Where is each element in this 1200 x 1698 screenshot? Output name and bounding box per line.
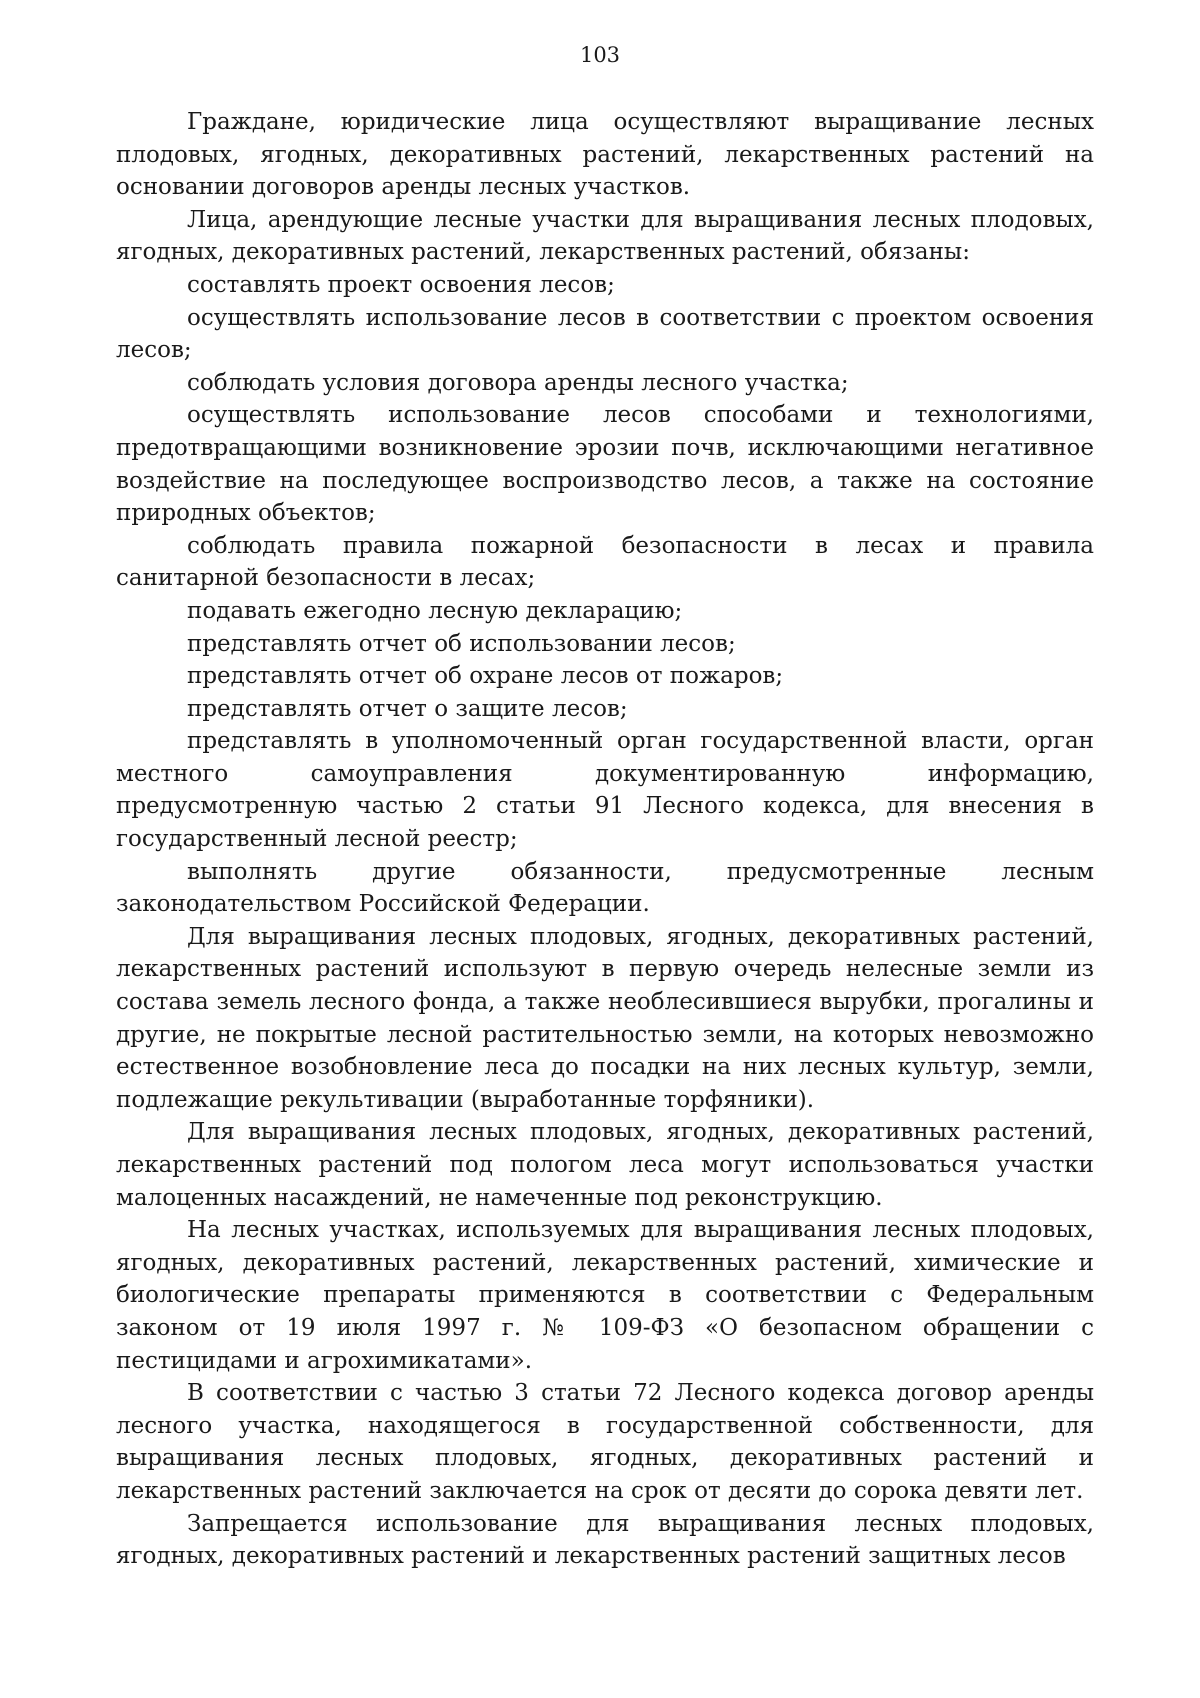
- list-item: соблюдать правила пожарной безопасности в лесах и правила санитарной безопасности в лесах;: [116, 532, 1094, 592]
- list-item: осуществлять использование лесов способами и технологиями, предотвращающими возникновение эрозии почв, исключающими негативное воздействие на последующее воспроизводство лесов, а также на состояние природных объектов;: [116, 402, 1094, 527]
- paragraph: На лесных участках, используемых для выращивания лесных плодовых, ягодных, декоративных растений, лекарственных растений, химические и биологические препараты применяются в соответствии с Федеральным законом от 19 июля 1997 г. № 109-ФЗ «О безопасном обращении с пестицидами и агрохимикатами».: [116, 1217, 1094, 1374]
- list-item: составлять проект освоения лесов;: [187, 271, 615, 298]
- list-item: подавать ежегодно лесную декларацию;: [187, 597, 683, 624]
- list-item: представлять в уполномоченный орган государственной власти, орган местного самоуправления документированную информацию, предусмотренную частью 2 статьи 91 Лесного кодекса, для внесения в государственный лесной реестр;: [116, 728, 1094, 853]
- page-number: 103: [579, 43, 621, 67]
- list-item: представлять отчет об использовании лесов;: [187, 630, 736, 657]
- list-item: соблюдать условия договора аренды лесного участка;: [187, 369, 849, 396]
- list-item: представлять отчет о защите лесов;: [187, 695, 628, 722]
- list-item: выполнять другие обязанности, предусмотренные лесным законодательством Российской Федерации.: [116, 858, 1094, 918]
- paragraph: Для выращивания лесных плодовых, ягодных, декоративных растений, лекарственных растений под пологом леса могут использоваться участки малоценных насаждений, не намеченные под реконструкцию.: [116, 1119, 1094, 1211]
- paragraph: Граждане, юридические лица осуществляют выращивание лесных плодовых, ягодных, декоративных растений, лекарственных растений на основании договоров аренды лесных участков.: [116, 109, 1094, 201]
- paragraph: Для выращивания лесных плодовых, ягодных, декоративных растений, лекарственных растений используют в первую очередь нелесные земли из состава земель лесного фонда, а также необлесившиеся вырубки, прогалины и другие, не покрытые лесной растительностью земли, на которых невозможно естественное возобновление леса до посадки на них лесных культур, земли, подлежащие рекультивации (выработанные торфяники).: [116, 923, 1094, 1113]
- paragraph: Запрещается использование для выращивания лесных плодовых, ягодных, декоративных растений и лекарственных растений защитных лесов: [116, 1510, 1094, 1570]
- document-body: [116, 106, 1094, 1573]
- list-item: представлять отчет об охране лесов от пожаров;: [187, 663, 784, 690]
- paragraph: В соответствии с частью 3 статьи 72 Лесного кодекса договор аренды лесного участка, находящегося в государственной собственности, для выращивания лесных плодовых, ягодных, декоративных растений и лекарственных растений заключается на срок от десяти до сорока девяти лет.: [116, 1380, 1094, 1504]
- paragraph: Лица, арендующие лесные участки для выращивания лесных плодовых, ягодных, декоративных растений, лекарственных растений, обязаны:: [116, 206, 1094, 266]
- list-item: осуществлять использование лесов в соответствии с проектом освоения лесов;: [116, 304, 1094, 364]
